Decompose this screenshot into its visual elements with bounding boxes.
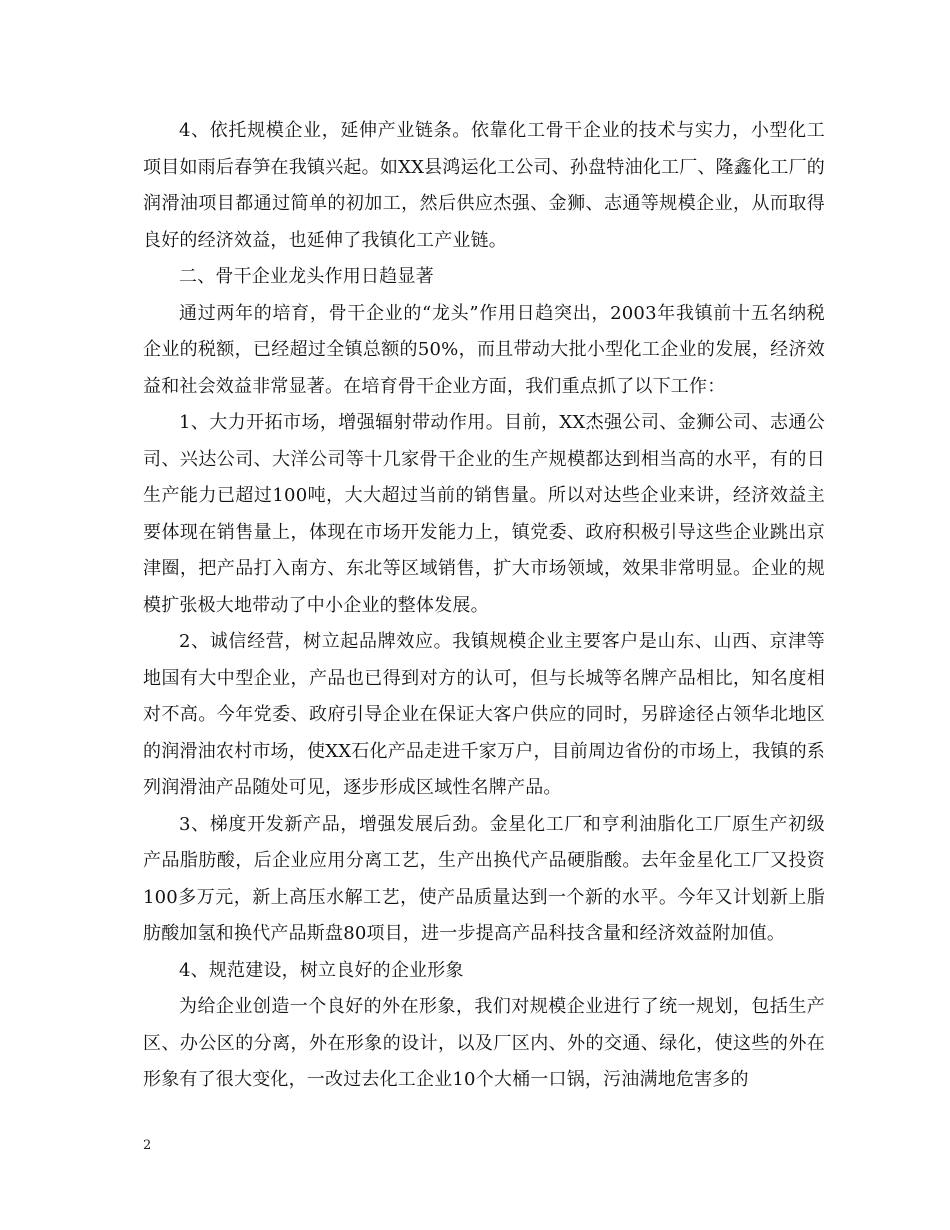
paragraph-image-building: 为给企业创造一个良好的外在形象，我们对规模企业进行了统一规划，包括生产区、办公区的分离，外在形象的设计，以及厂区内、外的交通、绿化，使这些的外在形象有了很大变化，一改过去化工企业10个大桶一口锅，污油满地危害多的 (143, 996, 825, 1090)
paragraph-item-3-new-products: 3、梯度开发新产品，增强发展后劲。金星化工厂和亨利油脂化工厂原生产初级产品脂肪酸，后企业应用分离工艺，生产出换代产品硬脂酸。去年金星化工厂又投资100多万元，新上高压水解工艺，使产品质量达到一个新的水平。今年又计划新上脂肪酸加氢和换代产品斯盘80项目，进一步提高产品科技含量和经济效益附加值。 (143, 813, 825, 944)
paragraph-item-2-brand: 2、诚信经营，树立起品牌效应。我镇规模企业主要客户是山东、山西、京津等地国有大中型企业，产品也已得到对方的认可，但与长城等名牌产品相比，知名度相对不高。今年党委、政府引导企业在保证大客户供应的同时，另辟途径占领华北地区的润滑油农村市场，使XX石化产品走进千家万户，目前周边省份的市场上，我镇的系列润滑油产品随处可见，逐步形成区域性名牌产品。 (143, 631, 825, 798)
section-heading-two: 二、骨干企业龙头作用日趋显著 (179, 266, 434, 287)
paragraph-intro-backbone: 通过两年的培育，骨干企业的“龙头”作用日趋突出，2003年我镇前十五名纳税企业的税额，已经超过全镇总额的50%，而且带动大批小型化工企业的发展，经济效益和社会效益非常显著。在培育骨干企业方面，我们重点抓了以下工作： (143, 302, 825, 397)
paragraph-item-4-extend-chain: 4、依托规模企业，延伸产业链条。依靠化工骨干企业的技术与实力，小型化工项目如雨后春笋在我镇兴起。如XX县鸿运化工公司、孙盘特油化工厂、隆鑫化工厂的润滑油项目都通过简单的初加工，然后供应杰强、金狮、志通等规模企业，从而取得良好的经济效益，也延伸了我镇化工产业链。 (143, 120, 825, 251)
paragraph-item-1-market: 1、大力开拓市场，增强辐射带动作用。目前，XX杰强公司、金狮公司、志通公司、兴达公司、大洋公司等十几家骨干企业的生产规模都达到相当高的水平，有的日生产能力已超过100吨，大大超过当前的销售量。所以对达些企业来讲，经济效益主要体现在销售量上，体现在市场开发能力上，镇党委、政府积极引导这些企业跳出京津圈，把产品打入南方、东北等区域销售，扩大市场领域，效果非常明显。企业的规模扩张极大地带动了中小企业的整体发展。 (143, 412, 825, 616)
paragraph-item-4-heading: 4、规范建设，树立良好的企业形象 (179, 959, 464, 981)
document-body (143, 113, 825, 1099)
page-number: 2 (143, 1138, 152, 1153)
